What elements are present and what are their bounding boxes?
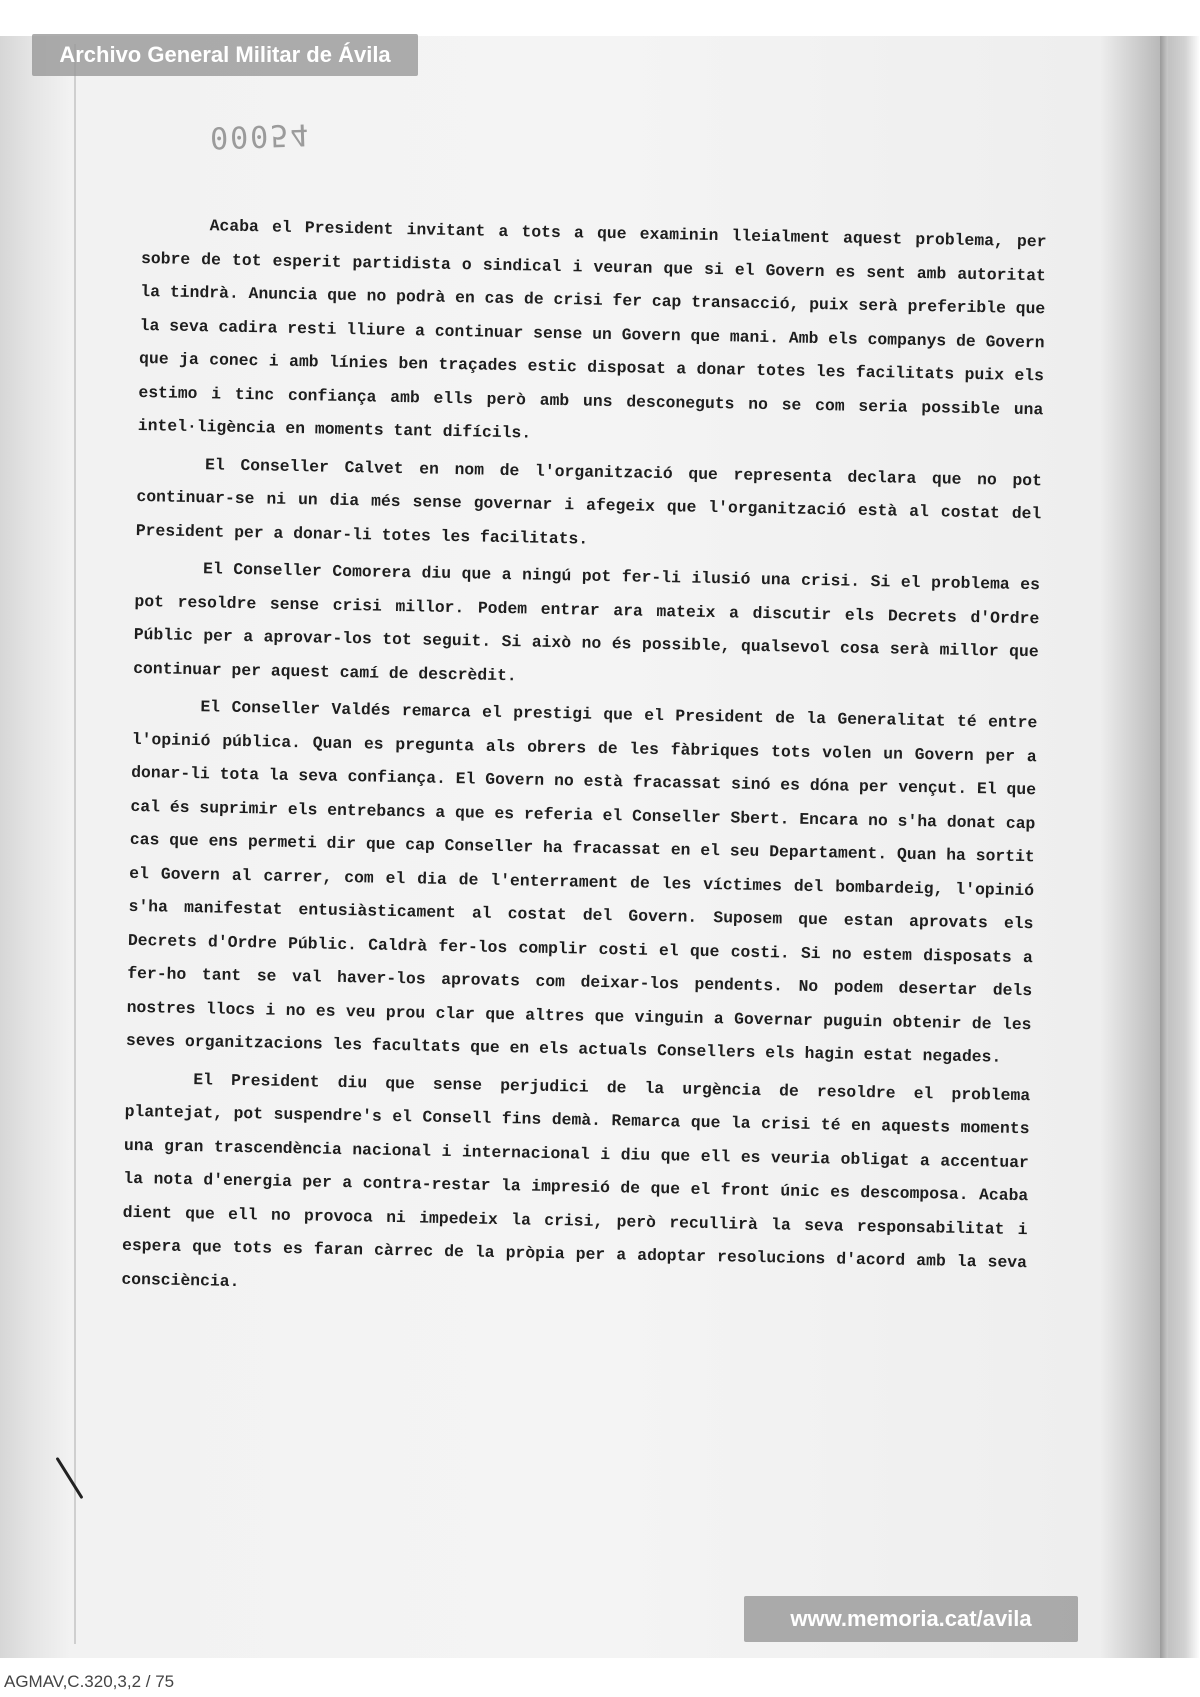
paragraph-conseller-calvet: El Conseller Calvet en nom de l'organització que representa declara que no pot continuar-se ni un dia més sense governar i afegeix que l'organització està al costat del President per a donar-li totes les facilitats. [135,454,1043,549]
archive-reference: AGMAV,C.320,3,2 / 75 [4,1672,175,1691]
document-body [121,208,1047,1317]
paragraph-conseller-comorera: El Conseller Comorera diu que a ningú pot fer-li ilusió una crisi. Si el problema es pot resoldre sense crisi millor. Podem entrar ara mateix a discutir els Decrets d'Ordre Públic per a aprovar-los tot seguit. Si això no és possible, qualsevol cosa serà millor que continuar per aquest camí de descrèdit. [132,559,1041,685]
paragraph-president-invitation: Acaba el President invitant a tots a que examinin lleialment aquest problema, per sobre de tot esperit partidista o sindical i veuran que si el Govern es sent amb autoritat la tindrà. Anuncia que no podrà en cas de crisi fer cap transacció, puix serà preferible que la seva cadira resti lliure a continuar sense un Govern que mani. Amb els companys de Govern que ja conec i amb línies ben traçades estic disposat a donar totes les facilitats puix els estimo i tinc confiança amb ells però amb uns desconeguts no se com seria possible una intel·ligència en moments tant difícils. [137,216,1047,443]
archive-stamp-number: 00054 [209,116,311,155]
page-right-edge [1160,36,1168,1658]
top-margin [0,0,1200,36]
paragraph-president-closing: El President diu que sense perjudici de la urgència de resoldre el problema plantejat, pot suspendre's el Consell fins demà. Remarca que la crisi té en aquests moments una gran trascendència nacional i internacional i diu que ell es veuria obligat a accentuar la nota d'energia per a contra-restar la impresió de que el front únic es descomposa. Acaba dient que ell no provoca ni impedeix la crisi, però recullirà la seva responsabilitat i espera que tots es faran càrrec de la pròpia per a adoptar resolucions d'acord amb la seva consciència. [121,1069,1031,1291]
paragraph-conseller-valdes: El Conseller Valdés remarca el prestigi que el President de la Generalitat té entre l'opinió pública. Quan es pregunta als obrers de les fàbriques tots volen un Govern per a donar-li tota la seva confiança. El Govern no està fracassat sinó es dóna per vençut. El que cal és suprimir els entrebancs a que es referia el Conseller Sbert. Encara no s'ha donat cap cas que ens permeti dir que cap Conseller ha fracassat en el seu Departament. Quan ha sortit el Govern al carrer, com el dia de l'enterrament de les víctimes del bombardeig, l'opinió s'ha manifestat entusiàsticament al costat del Govern. Suposem que estan aprovats els Decrets d'Ordre Públic. Caldrà fer-los complir costi el que costi. Si no estem disposats a fer-ho tant se val haver-los aprovats com deixar-los pendents. No podem desertar dels nostres llocs i no es veu prou clar que altres que vinguin a Governar puguin obtenir de les seves organitzacions les facultats que en els actuals Consellers els hagin estat negades. [125,697,1038,1067]
website-watermark-label: www.memoria.cat/avila [744,1596,1078,1642]
archive-watermark-label: Archivo General Militar de Ávila [32,34,418,76]
page-left-edge [74,44,76,1644]
